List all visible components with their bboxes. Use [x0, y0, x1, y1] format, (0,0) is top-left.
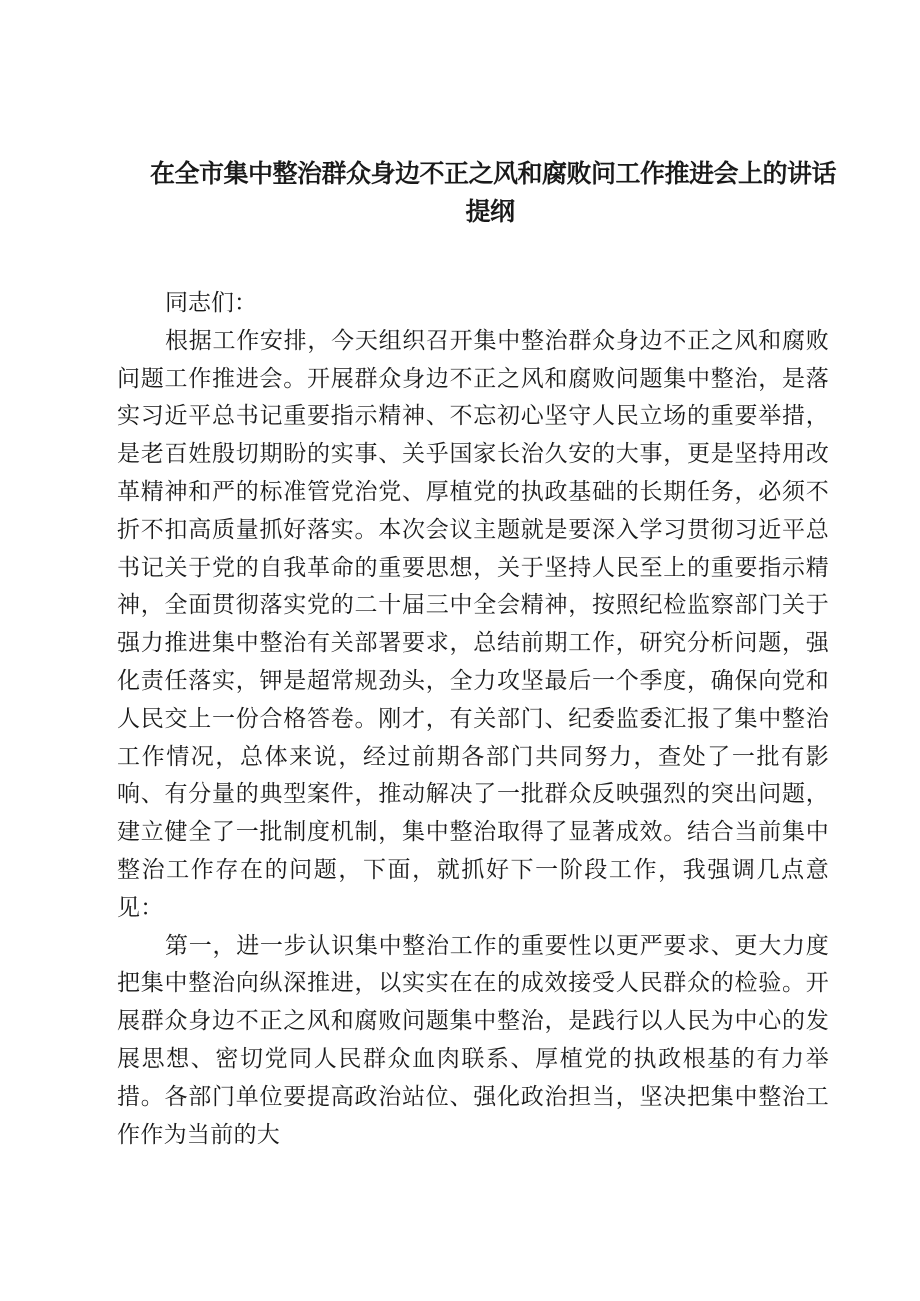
document-body [117, 285, 829, 1154]
paragraph-intro: 根据工作安排，今天组织召开集中整治群众身边不正之风和腐败问题工作推进会。开展群众身边不正之风和腐败问题集中整治，是落实习近平总书记重要指示精神、不忘初心坚守人民立场的重要举措，是老百姓殷切期盼的实事、关乎国家长治久安的大事，更是坚持用改革精神和严的标准管党治党、厚植党的执政基础的长期任务，必须不折不扣高质量抓好落实。本次会议主题就是要深入学习贯彻习近平总书记关于党的自我革命的重要思想，关于坚持人民至上的重要指示精神，全面贯彻落实党的二十届三中全会精神，按照纪检监察部门关于强力推进集中整治有关部署要求，总结前期工作，研究分析问题，强化责任落实，钾是超常规劲头，全力攻坚最后一个季度，确保向党和人民交上一份合格答卷。刚才，有关部门、纪委监委汇报了集中整治工作情况，总体来说，经过前期各部门共同努力，查处了一批有影响、有分量的典型案件，推动解决了一批群众反映强烈的突出问题，建立健全了一批制度机制，集中整治取得了显著成效。结合当前集中整治工作存在的问题，下面，就抓好下一阶段工作，我强调几点意见： [117, 327, 829, 921]
title-line-2: 提纲 [465, 197, 515, 226]
document-title [150, 155, 837, 231]
paragraph-first-point: 第一，进一步认识集中整治工作的重要性以更严要求、更大力度把集中整治向纵深推进，以实实在在的成效接受人民群众的检验。开展群众身边不正之风和腐败问题集中整治，是践行以人民为中心的发展思想、密切党同人民群众血肉联系、厚植党的执政根基的有力举措。各部门单位要提高政治站位、强化政治担当，坚决把集中整治工作作为当前的大 [117, 932, 829, 1148]
title-line-1: 在全市集中整治群众身边不正之风和腐败问工作推进会上的讲话 [150, 159, 837, 188]
salutation: 同志们： [165, 290, 257, 316]
